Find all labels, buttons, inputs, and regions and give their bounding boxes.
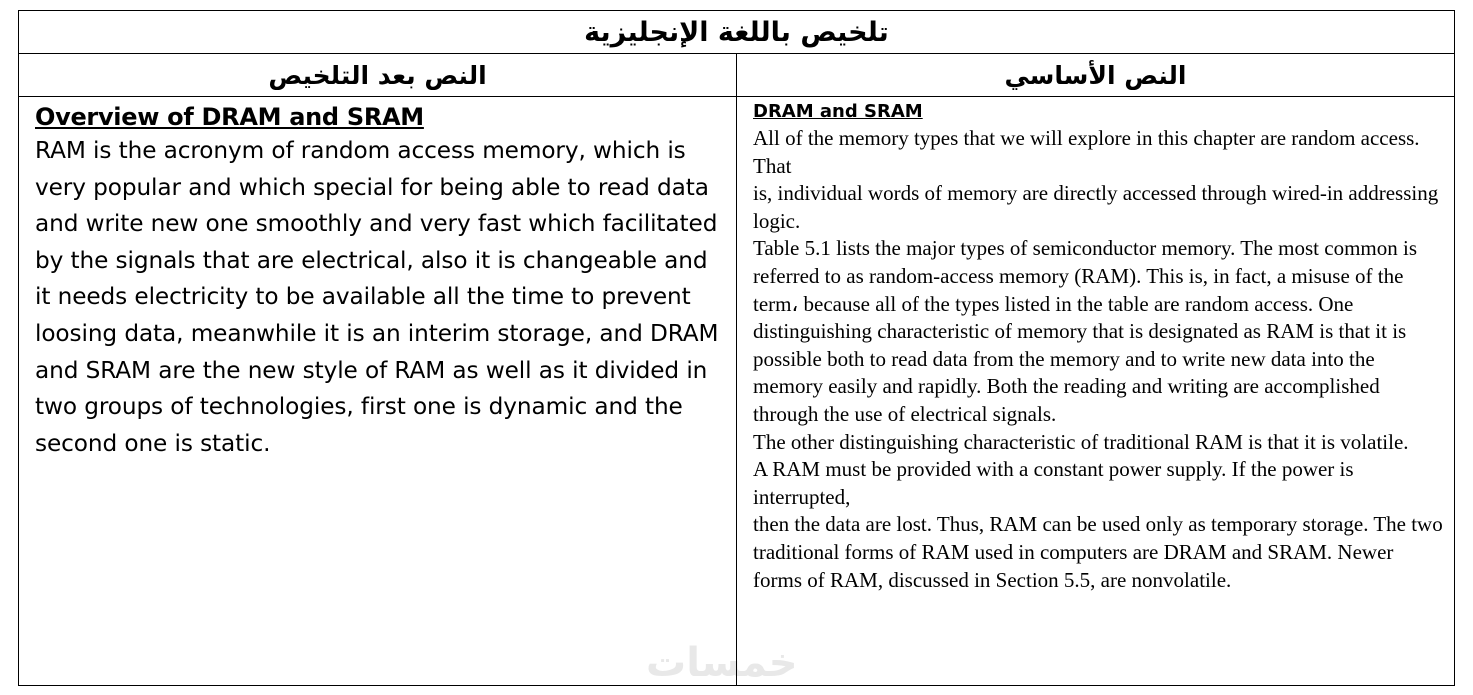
original-paragraph: Table 5.1 lists the major types of semiconductor memory. The most common is referred to as random-access memory (RAM). This is, in fact, a misuse of the term، because all of the types listed in the table are random access. One distinguishing characteristic of memory that is designated as RAM is that it is possible both to read data from the memory and to write new data into the memory easily and rapidly. Both the reading and writing are accomplished through the use of electrical signals. [753, 236, 1418, 426]
original-paragraph: then the data are lost. Thus, RAM can be used only as temporary storage. The two traditional forms of RAM used in computers are DRAM and SRAM. Newer forms of RAM, discussed in Section 5.5, are nonvolatile. [753, 512, 1443, 592]
original-paragraph: All of the memory types that we will explore in this chapter are random access. That [753, 126, 1420, 178]
summary-cell [19, 97, 737, 686]
original-paragraph: is, individual words of memory are directly accessed through wired-in addressing logic. [753, 181, 1439, 233]
comparison-table [18, 10, 1455, 686]
original-cell [737, 97, 1455, 686]
original-paragraph: The other distinguishing characteristic of traditional RAM is that it is volatile. [753, 429, 1409, 454]
original-paragraph: A RAM must be provided with a constant power supply. If the power is interrupted, [753, 457, 1354, 509]
watermark-logo: خمسات [646, 640, 798, 686]
summary-title: Overview of DRAM and SRAM [35, 103, 424, 131]
original-column-header: النص الأساسي [737, 54, 1455, 97]
summary-body: RAM is the acronym of random access memory, which is very popular and which special for being able to read data and write new one smoothly and very fast which facilitated by the signals that are electrical, also it is changeable and it needs electricity to be available all the time to prevent loosing data, meanwhile it is an interim storage, and DRAM and SRAM are the new style of RAM as well as it divided in two groups of technologies, first one is dynamic and the second one is static. [35, 137, 719, 457]
content-row [19, 97, 1455, 686]
original-body [753, 125, 1444, 594]
summary-column-header: النص بعد التلخيص [19, 54, 737, 97]
original-title: DRAM and SRAM [753, 101, 923, 122]
table-title: تلخيص باللغة الإنجليزية [19, 11, 1455, 54]
header-row [19, 54, 1455, 97]
title-row [19, 11, 1455, 54]
